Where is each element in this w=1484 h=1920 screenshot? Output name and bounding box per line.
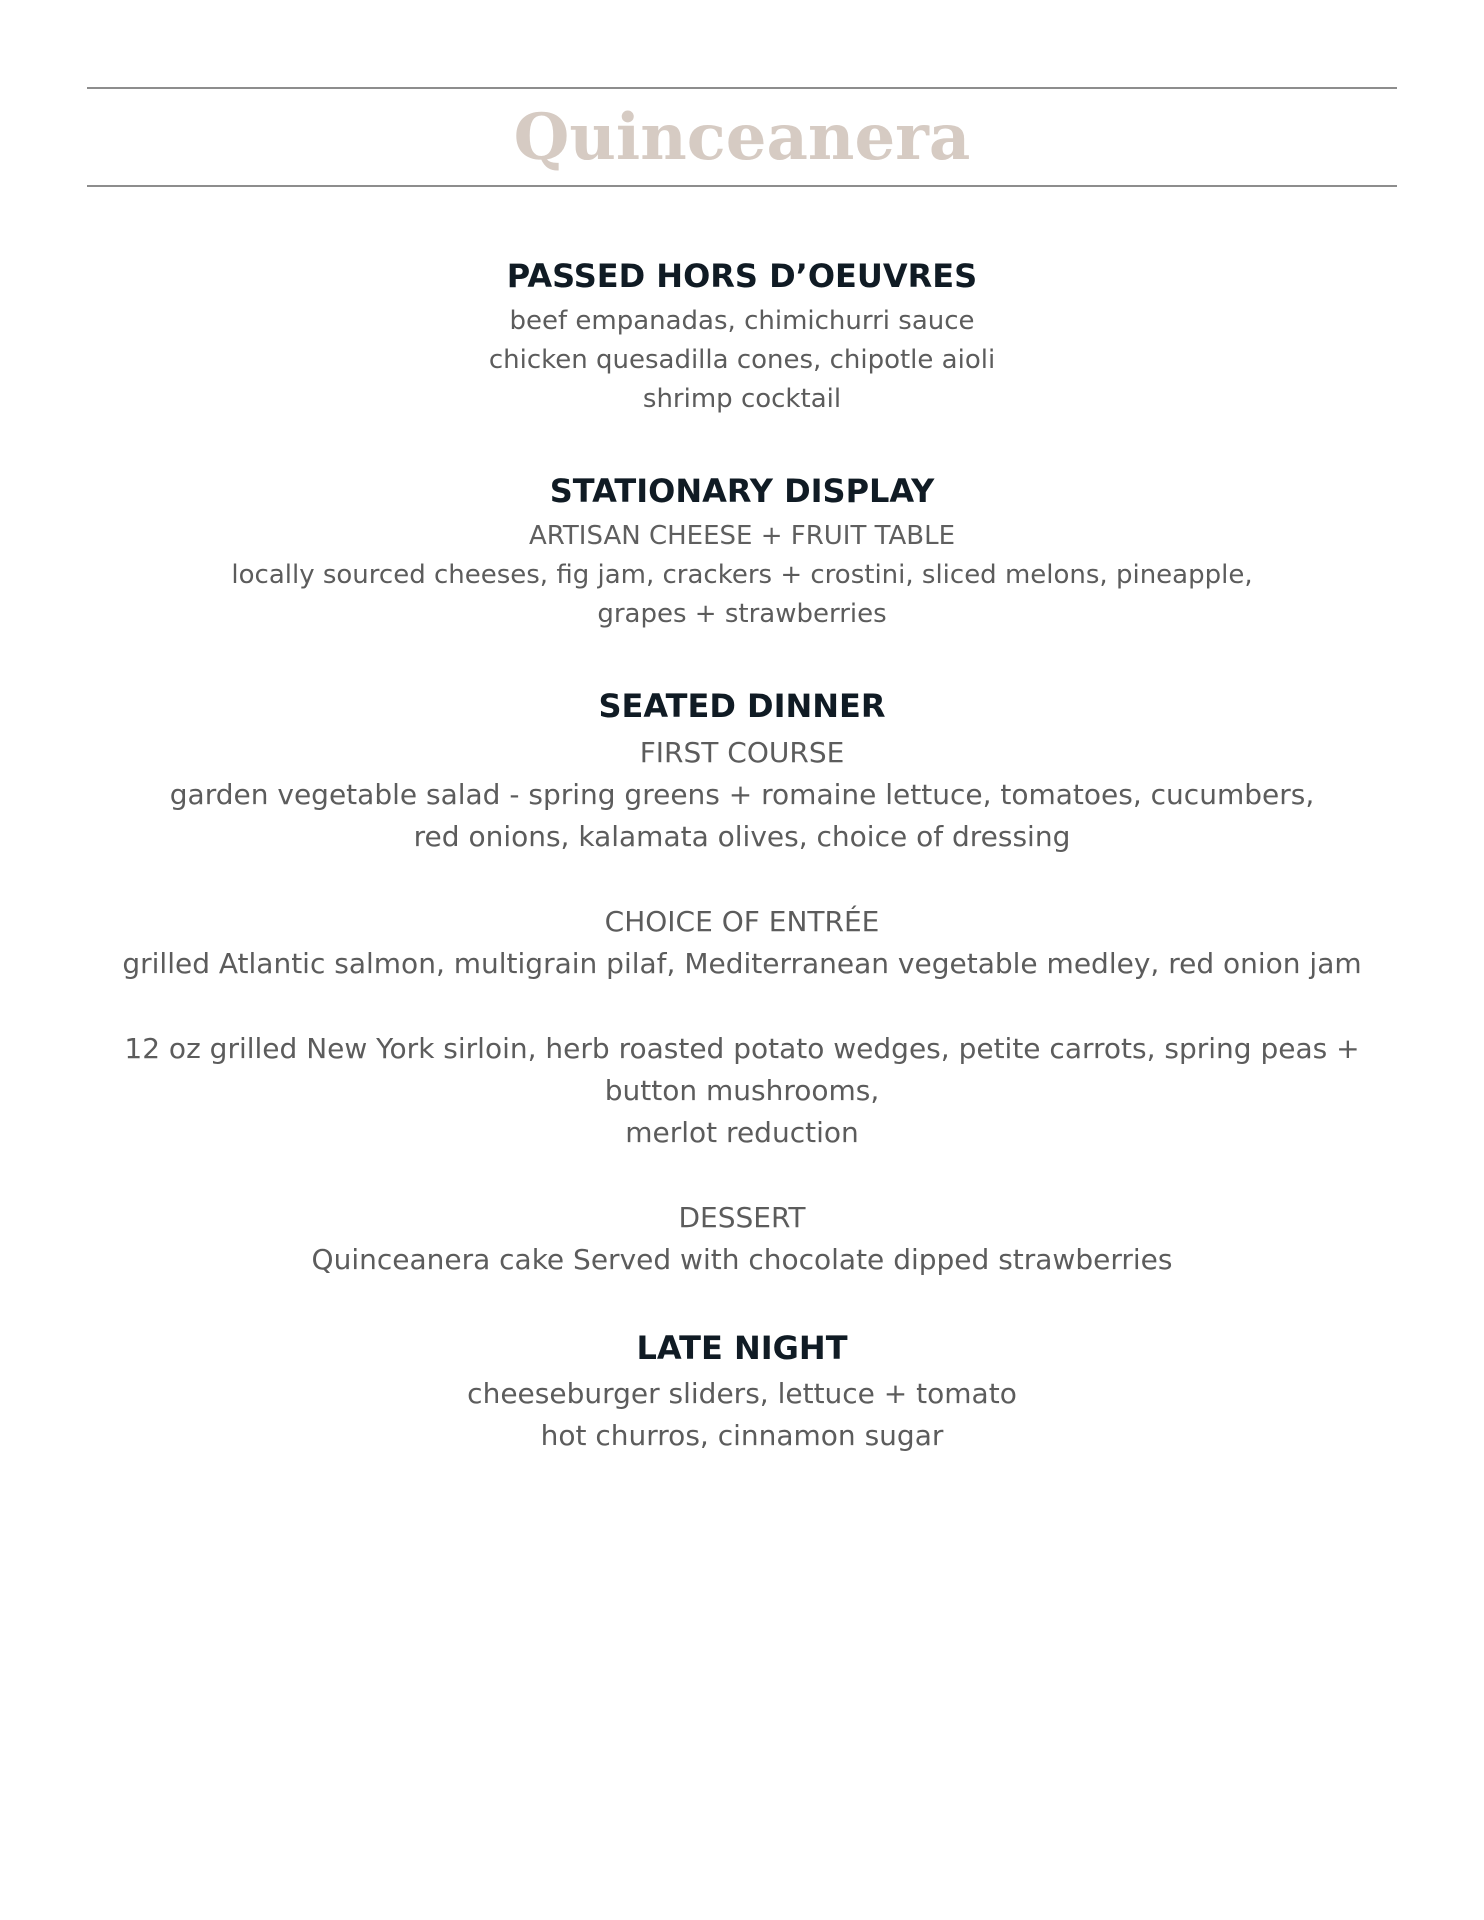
section-heading: STATIONARY DISPLAY <box>549 472 935 510</box>
section-heading: LATE NIGHT <box>636 1329 848 1367</box>
menu-item: garden vegetable salad - spring greens + romaine lettuce, tomatoes, cucumbers, <box>169 778 1315 811</box>
menu-item: grilled Atlantic salmon, multigrain pilaf, Mediterranean vegetable medley, red onion jam <box>122 947 1362 980</box>
section-heading: SEATED DINNER <box>598 687 886 725</box>
menu-item: beef empanadas, chimichurri sauce <box>509 306 975 336</box>
subsection-heading: CHOICE OF ENTRÉE <box>604 905 880 938</box>
menu-item: 12 oz grilled New York sirloin, herb roasted potato wedges, petite carrots, spring peas + <box>124 1032 1360 1065</box>
menu-item: hot churros, cinnamon sugar <box>540 1419 944 1452</box>
menu-item: cheeseburger sliders, lettuce + tomato <box>467 1377 1017 1410</box>
section-heading: PASSED HORS D’OEUVRES <box>506 257 978 295</box>
menu-item: merlot reduction <box>625 1116 859 1149</box>
menu-item: grapes + strawberries <box>597 599 887 629</box>
menu-item: red onions, kalamata olives, choice of dressing <box>413 820 1071 853</box>
menu-item: shrimp cocktail <box>642 384 842 414</box>
menu-item: chicken quesadilla cones, chipotle aioli <box>488 345 996 375</box>
top-divider <box>87 87 1397 89</box>
menu-item: Quinceanera cake Served with chocolate dipped strawberries <box>311 1243 1173 1276</box>
menu-item: locally sourced cheeses, fig jam, crackers + crostini, sliced melons, pineapple, <box>231 560 1253 590</box>
page-title: Quinceanera <box>513 100 971 175</box>
menu-item: button mushrooms, <box>604 1074 880 1107</box>
bottom-divider <box>87 185 1397 187</box>
subsection-heading: DESSERT <box>678 1201 806 1234</box>
subsection-heading: FIRST COURSE <box>639 736 845 769</box>
subsection-heading: ARTISAN CHEESE + FRUIT TABLE <box>528 521 956 551</box>
